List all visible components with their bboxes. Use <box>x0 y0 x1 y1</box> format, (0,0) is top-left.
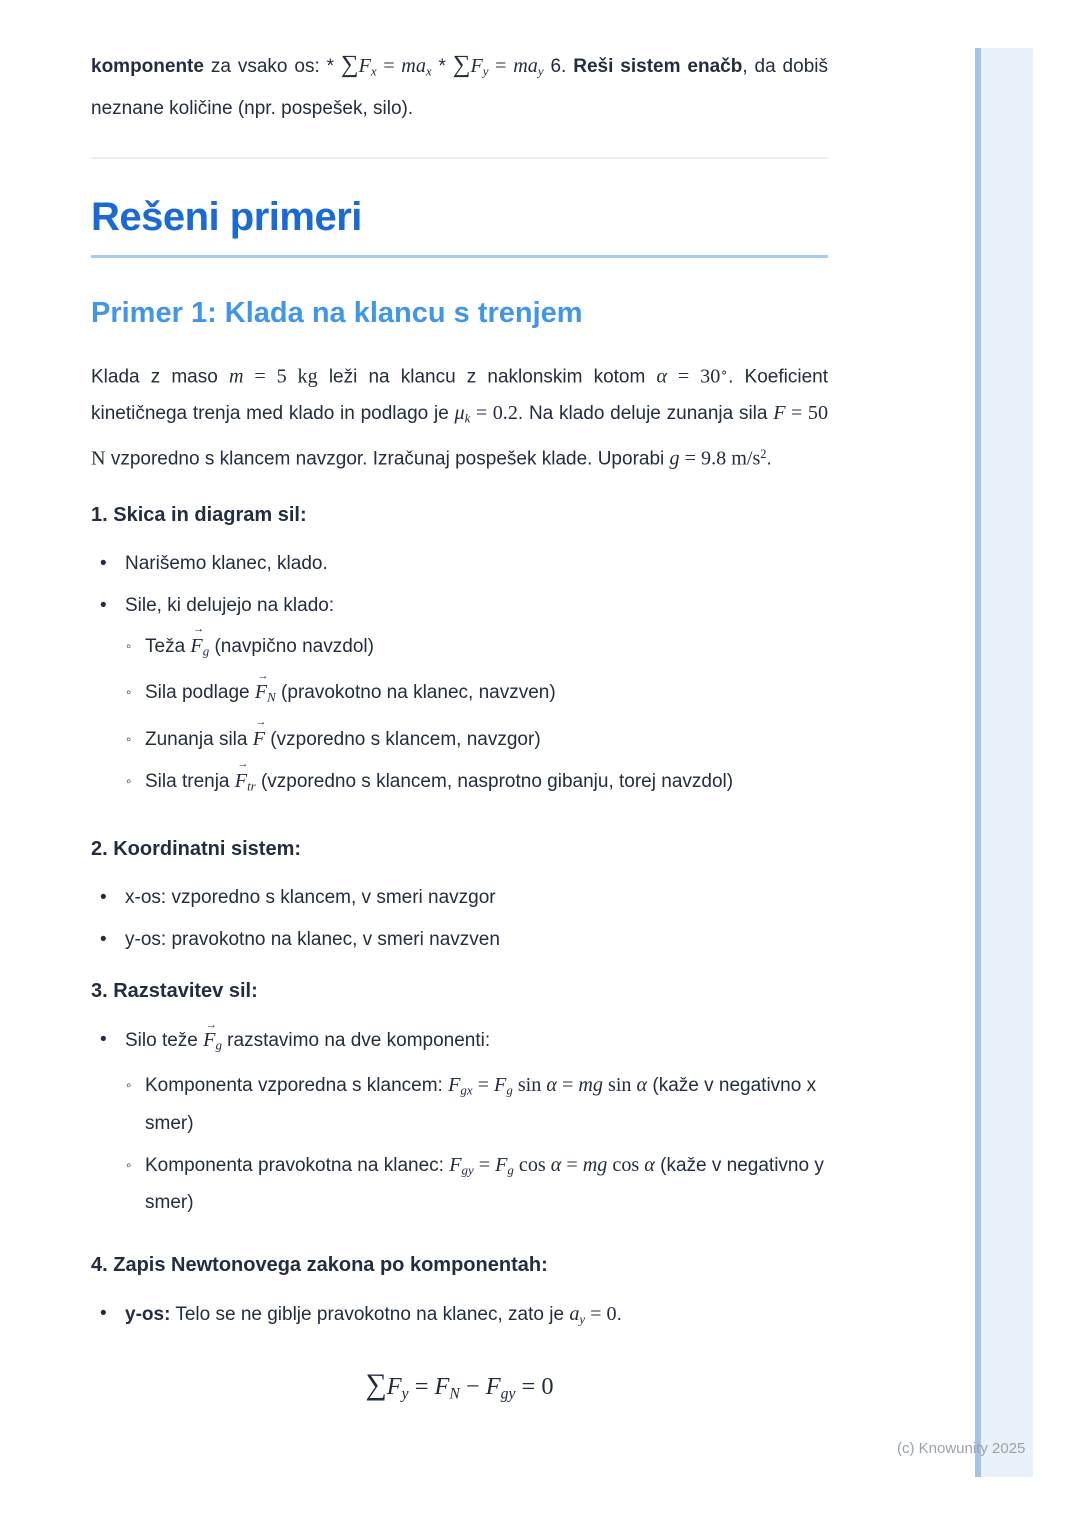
list-item-body <box>125 884 828 912</box>
list-item <box>100 926 828 954</box>
circle-marker: ◦ <box>126 1077 132 1095</box>
list-item <box>100 592 828 812</box>
bullet-marker: • <box>100 1028 107 1050</box>
step-1-heading: 1. Skica in diagram sil: <box>91 503 307 526</box>
circle-marker: ◦ <box>126 772 132 790</box>
problem-statement: Klada z maso m = 5 kg leži na klancu z naklonskim kotom α = 30∘. Koeficient kinetičnega trenja med klado in podlago je μk = 0.2. Na klado deluje zunanja sila F = 50 N vzporedno s klancem navzgor. Izračunaj pospešek klade. Uporabi g = 9.8 $m/s^2$. <box>91 364 829 470</box>
list-item-text: Komponenta vzporedna s klancem: Fgx = Fg sin α = mg sin α (kaže v negativno x smer) <box>145 1074 817 1134</box>
circle-marker: ◦ <box>126 730 132 748</box>
list-item <box>100 1019 828 1229</box>
title-underline <box>91 255 828 258</box>
bullet-marker: • <box>100 1303 107 1325</box>
circle-marker: ◦ <box>126 1156 132 1174</box>
intro-paragraph: komponente za vsako os: * ∑Fx = max * ∑Fy = may 6. Reši sistem enačb, da dobiš neznane količine (npr. pospešek, silo). <box>91 51 828 119</box>
list-item <box>100 1300 828 1334</box>
step-4-list <box>91 1300 828 1334</box>
circle-marker: ◦ <box>126 684 132 702</box>
list-item <box>126 623 828 668</box>
example-title: Primer 1: Klada na klancu s trenjem <box>91 296 583 329</box>
list-item-body <box>125 550 828 578</box>
list-item-text: Teža F → g (navpično navzdol) <box>145 623 374 659</box>
page-content <box>91 0 828 1403</box>
page-title: Rešeni primeri <box>91 194 362 239</box>
step-1-list <box>91 550 828 812</box>
list-item <box>126 758 828 803</box>
step-2-heading: 2. Koordinatni sistem: <box>91 837 302 860</box>
circle-marker: ◦ <box>126 637 132 655</box>
bullet-marker: • <box>100 552 107 574</box>
list-item <box>126 669 828 714</box>
list-item-text: y-os: pravokotno na klanec, v smeri navzven <box>125 928 500 950</box>
list-item-body <box>125 926 828 954</box>
page-edge-strip <box>975 48 1033 1477</box>
list-item-text: x-os: vzporedno s klancem, v smeri navzgor <box>125 886 496 908</box>
step-3-list <box>91 1019 828 1229</box>
bullet-marker: • <box>100 886 107 908</box>
list-item-text: y-os: Telo se ne giblje pravokotno na klanec, zato je ay = 0. <box>125 1303 622 1328</box>
list-item-text: Narišemo klanec, klado. <box>125 552 328 574</box>
list-item <box>100 550 828 578</box>
bullet-marker: • <box>100 594 107 616</box>
components-sublist <box>125 1069 828 1219</box>
list-item-text: Zunanja sila F → (vzporedno s klancem, navzgor) <box>145 716 541 750</box>
step-2-list <box>91 884 828 954</box>
bullet-marker: • <box>100 928 107 950</box>
list-item-body <box>125 1019 828 1229</box>
list-item-text: Sile, ki delujejo na klado: <box>125 594 335 616</box>
copyright-watermark: (c) Knowunity 2025 <box>897 1440 1026 1457</box>
list-item-text: Komponenta pravokotna na klanec: Fgy = Fg cos α = mg cos α (kaže v negativno y smer) <box>145 1153 824 1214</box>
step-3-heading: 3. Razstavitev sil: <box>91 979 258 1002</box>
equation-sum-fy: ∑Fy = FN − Fgy = 0 <box>365 1368 554 1403</box>
list-item <box>126 1149 828 1220</box>
step-4-heading: 4. Zapis Newtonovega zakona po komponentah: <box>91 1254 548 1277</box>
list-item-text: Silo teže F → g razstavimo na dve komponenti: <box>125 1019 491 1053</box>
forces-sublist <box>125 623 828 803</box>
list-item-text: Sila podlage F → N (pravokotno na klanec, navzven) <box>145 669 556 705</box>
list-item-body <box>125 592 828 812</box>
list-item <box>126 1069 828 1140</box>
list-item <box>126 716 828 756</box>
list-item-text: Sila trenja F → tr (vzporedno s klancem, nasprotno gibanju, torej navzdol) <box>145 758 734 794</box>
section-divider <box>91 157 828 159</box>
list-item-body <box>125 1300 828 1334</box>
list-item <box>100 884 828 912</box>
